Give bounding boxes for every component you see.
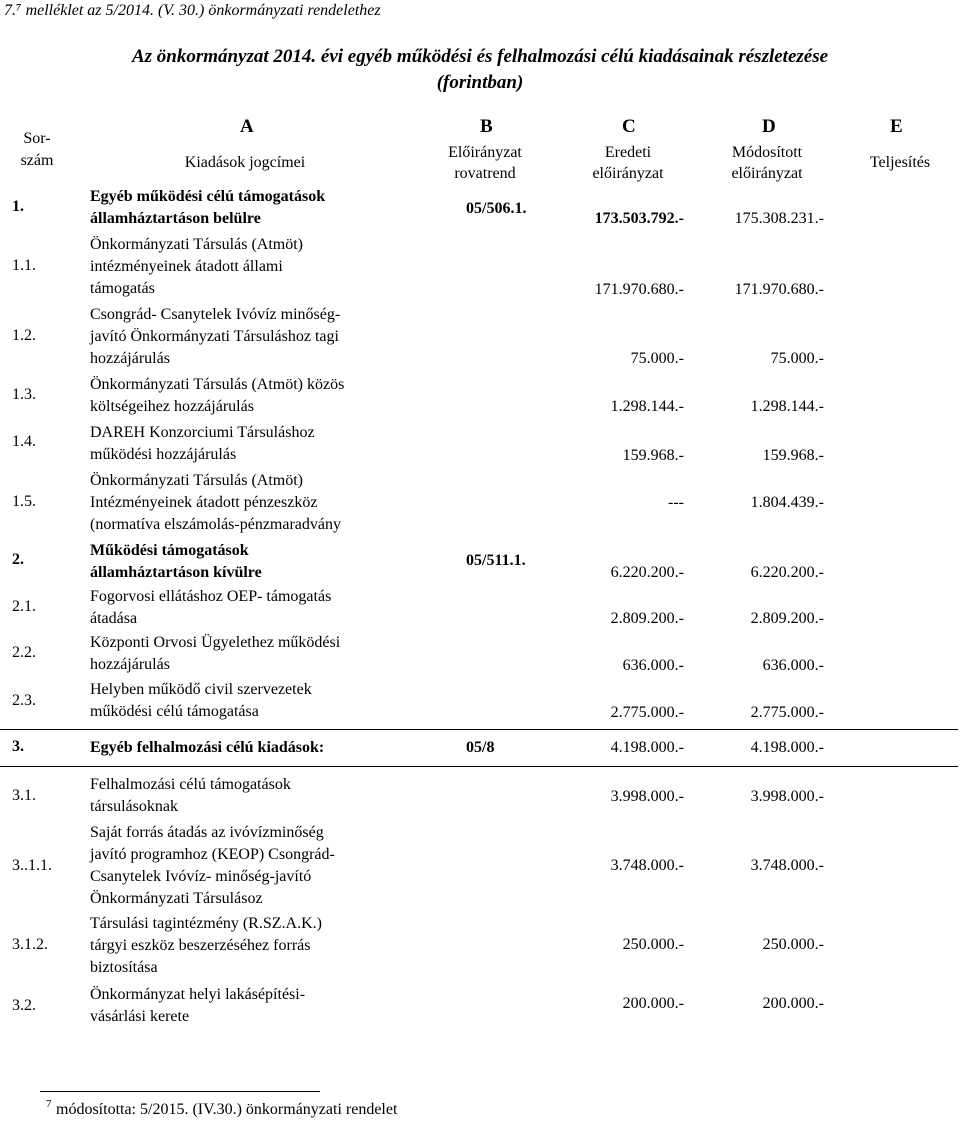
col-head-e: Teljesítés <box>869 154 931 171</box>
footnote-text: módosította: 5/2015. (IV.30.) önkormányzati rendelet <box>56 1101 398 1118</box>
row-text-line: Intézményeinek átadott pénzeszköz <box>90 494 318 511</box>
row-text-line: Működési támogatások <box>90 542 249 559</box>
row-code: 05/8 <box>466 739 495 756</box>
footnote-mark: 7 <box>46 1098 52 1110</box>
row-text-line: Csongrád- Csanytelek Ivóvíz minőség- <box>90 306 341 323</box>
row-value-d: 159.968.- <box>762 447 824 464</box>
col-letter-b: B <box>480 116 493 137</box>
row-text-line: támogatás <box>90 280 155 297</box>
page-title: Az önkormányzat 2014. évi egyéb működési és felhalmozási célú kiadásainak részletezése <box>131 46 829 67</box>
col-head-sorszam: Sor- szám <box>20 130 54 169</box>
col-letter-d: D <box>762 116 776 137</box>
row-text-line: Egyéb működési célú támogatások <box>90 188 326 205</box>
row-text-line: (normatíva elszámolás-pénzmaradvány <box>90 516 341 533</box>
row-text-line: Önkormányzati Társulásoz <box>90 890 263 907</box>
row-number: 1.1. <box>12 257 36 274</box>
row-text-line: Önkormányzati Társulás (Atmöt) <box>90 236 303 253</box>
row-value-c: 250.000.- <box>622 936 684 953</box>
row-number: 3.1.2. <box>12 936 48 953</box>
row-value-c: 4.198.000.- <box>610 739 684 756</box>
row-text-line: biztosítása <box>90 959 158 976</box>
row-number: 1.2. <box>12 327 36 344</box>
row-text-line: átadása <box>90 610 138 627</box>
row-text-line: Központi Orvosi Ügyelethez működési <box>90 634 341 651</box>
row-text-line: Önkormányzat helyi lakásépítési- <box>90 986 306 1003</box>
row-value-d: 1.298.144.- <box>750 398 824 415</box>
row-text-line: Helyben működő civil szervezetek <box>90 681 312 698</box>
row-text-line: államháztartáson belülre <box>90 210 261 227</box>
row-value-c: 2.809.200.- <box>610 610 684 627</box>
row-value-c: 173.503.792.- <box>594 210 684 227</box>
row-number: 2.2. <box>12 644 36 661</box>
row-value-c: --- <box>668 494 684 511</box>
row-number: 2.1. <box>12 598 36 615</box>
row-value-c: 200.000.- <box>622 995 684 1012</box>
col-letter-e: E <box>890 116 903 137</box>
row-value-d: 171.970.680.- <box>734 281 824 298</box>
row-text-line: Fogorvosi ellátáshoz OEP- támogatás <box>90 588 332 605</box>
row-number: 1.5. <box>12 493 36 510</box>
row-value-c: 171.970.680.- <box>594 281 684 298</box>
row-value-c: 3.998.000.- <box>610 788 684 805</box>
col-head-a: Kiadások jogcímei <box>184 154 306 171</box>
row-number: 1.3. <box>12 386 36 403</box>
row-number: 3.2. <box>12 997 36 1014</box>
row-value-d: 175.308.231.- <box>734 210 824 227</box>
row-text-line: javító programhoz (KEOP) Csongrád- <box>90 846 335 863</box>
row-value-c: 2.775.000.- <box>610 704 684 721</box>
row-text-line: Önkormányzati Társulás (Atmöt) közös <box>90 376 345 393</box>
row-text-line: társulásoknak <box>90 798 178 815</box>
row-value-d: 3.998.000.- <box>750 788 824 805</box>
row-number: 2.3. <box>12 692 36 709</box>
row-text-line: működési hozzájárulás <box>90 446 237 463</box>
row-code: 05/511.1. <box>466 552 526 569</box>
col-letter-a: A <box>240 116 254 137</box>
row-text-line: Felhalmozási célú támogatások <box>90 776 291 793</box>
row-value-c: 3.748.000.- <box>610 857 684 874</box>
row-value-d: 6.220.200.- <box>750 564 824 581</box>
row-value-c: 159.968.- <box>622 447 684 464</box>
row-text-line: tárgyi eszköz beszerzéséhez forrás <box>90 937 311 954</box>
row-number: 3.1. <box>12 787 36 804</box>
page-subtitle: (forintban) <box>436 72 524 93</box>
row-value-c: 1.298.144.- <box>610 398 684 415</box>
row-number: 2. <box>12 551 24 568</box>
row-text-line: Csanytelek Ivóvíz- minőség-javító <box>90 868 312 885</box>
col-head-b: Előirányzat rovatrend <box>448 144 522 182</box>
row-value-d: 3.748.000.- <box>750 857 824 874</box>
row-text-line: vásárlási kerete <box>90 1008 190 1025</box>
row-number: 1.4. <box>12 433 36 450</box>
row-value-c: 6.220.200.- <box>610 564 684 581</box>
row-text-line: működési célú támogatása <box>90 703 259 720</box>
row-text-line: hozzájárulás <box>90 656 170 673</box>
col-head-c: Eredeti előirányzat <box>592 144 664 182</box>
section-divider <box>0 729 958 730</box>
col-letter-c: C <box>622 116 636 137</box>
footnote-rule <box>40 1091 320 1092</box>
row-value-d: 2.809.200.- <box>750 610 824 627</box>
row-text-line: Önkormányzati Társulás (Atmöt) <box>90 472 303 489</box>
row-number: 3..1.1. <box>12 857 52 874</box>
header-note: 7.⁷ melléklet az 5/2014. (V. 30.) önkormányzati rendelethez <box>4 2 381 19</box>
row-text-line: Saját forrás átadás az ivóvízminőség <box>90 824 324 841</box>
row-text-line: államháztartáson kívülre <box>90 564 262 581</box>
row-text-line: Társulási tagintézmény (R.SZ.A.K.) <box>90 915 322 932</box>
row-value-d: 1.804.439.- <box>750 494 824 511</box>
row-value-c: 75.000.- <box>630 350 684 367</box>
row-text-line: Egyéb felhalmozási célú kiadások: <box>90 739 325 756</box>
row-value-d: 75.000.- <box>770 350 824 367</box>
row-text-line: költségeihez hozzájárulás <box>90 398 254 415</box>
row-text-line: DAREH Konzorciumi Társuláshoz <box>90 424 315 441</box>
row-number: 1. <box>12 198 24 215</box>
row-value-d: 200.000.- <box>762 995 824 1012</box>
row-value-d: 2.775.000.- <box>750 704 824 721</box>
section-divider <box>0 766 958 767</box>
row-text-line: javító Önkormányzati Társuláshoz tagi <box>90 328 339 345</box>
row-value-d: 636.000.- <box>762 657 824 674</box>
row-value-c: 636.000.- <box>622 657 684 674</box>
row-text-line: intézményeinek átadott állami <box>90 258 283 275</box>
col-head-d: Módosított előirányzat <box>731 144 803 182</box>
row-code: 05/506.1. <box>466 200 527 217</box>
row-text-line: hozzájárulás <box>90 350 170 367</box>
row-value-d: 4.198.000.- <box>750 739 824 756</box>
row-value-d: 250.000.- <box>762 936 824 953</box>
row-number: 3. <box>12 738 24 755</box>
